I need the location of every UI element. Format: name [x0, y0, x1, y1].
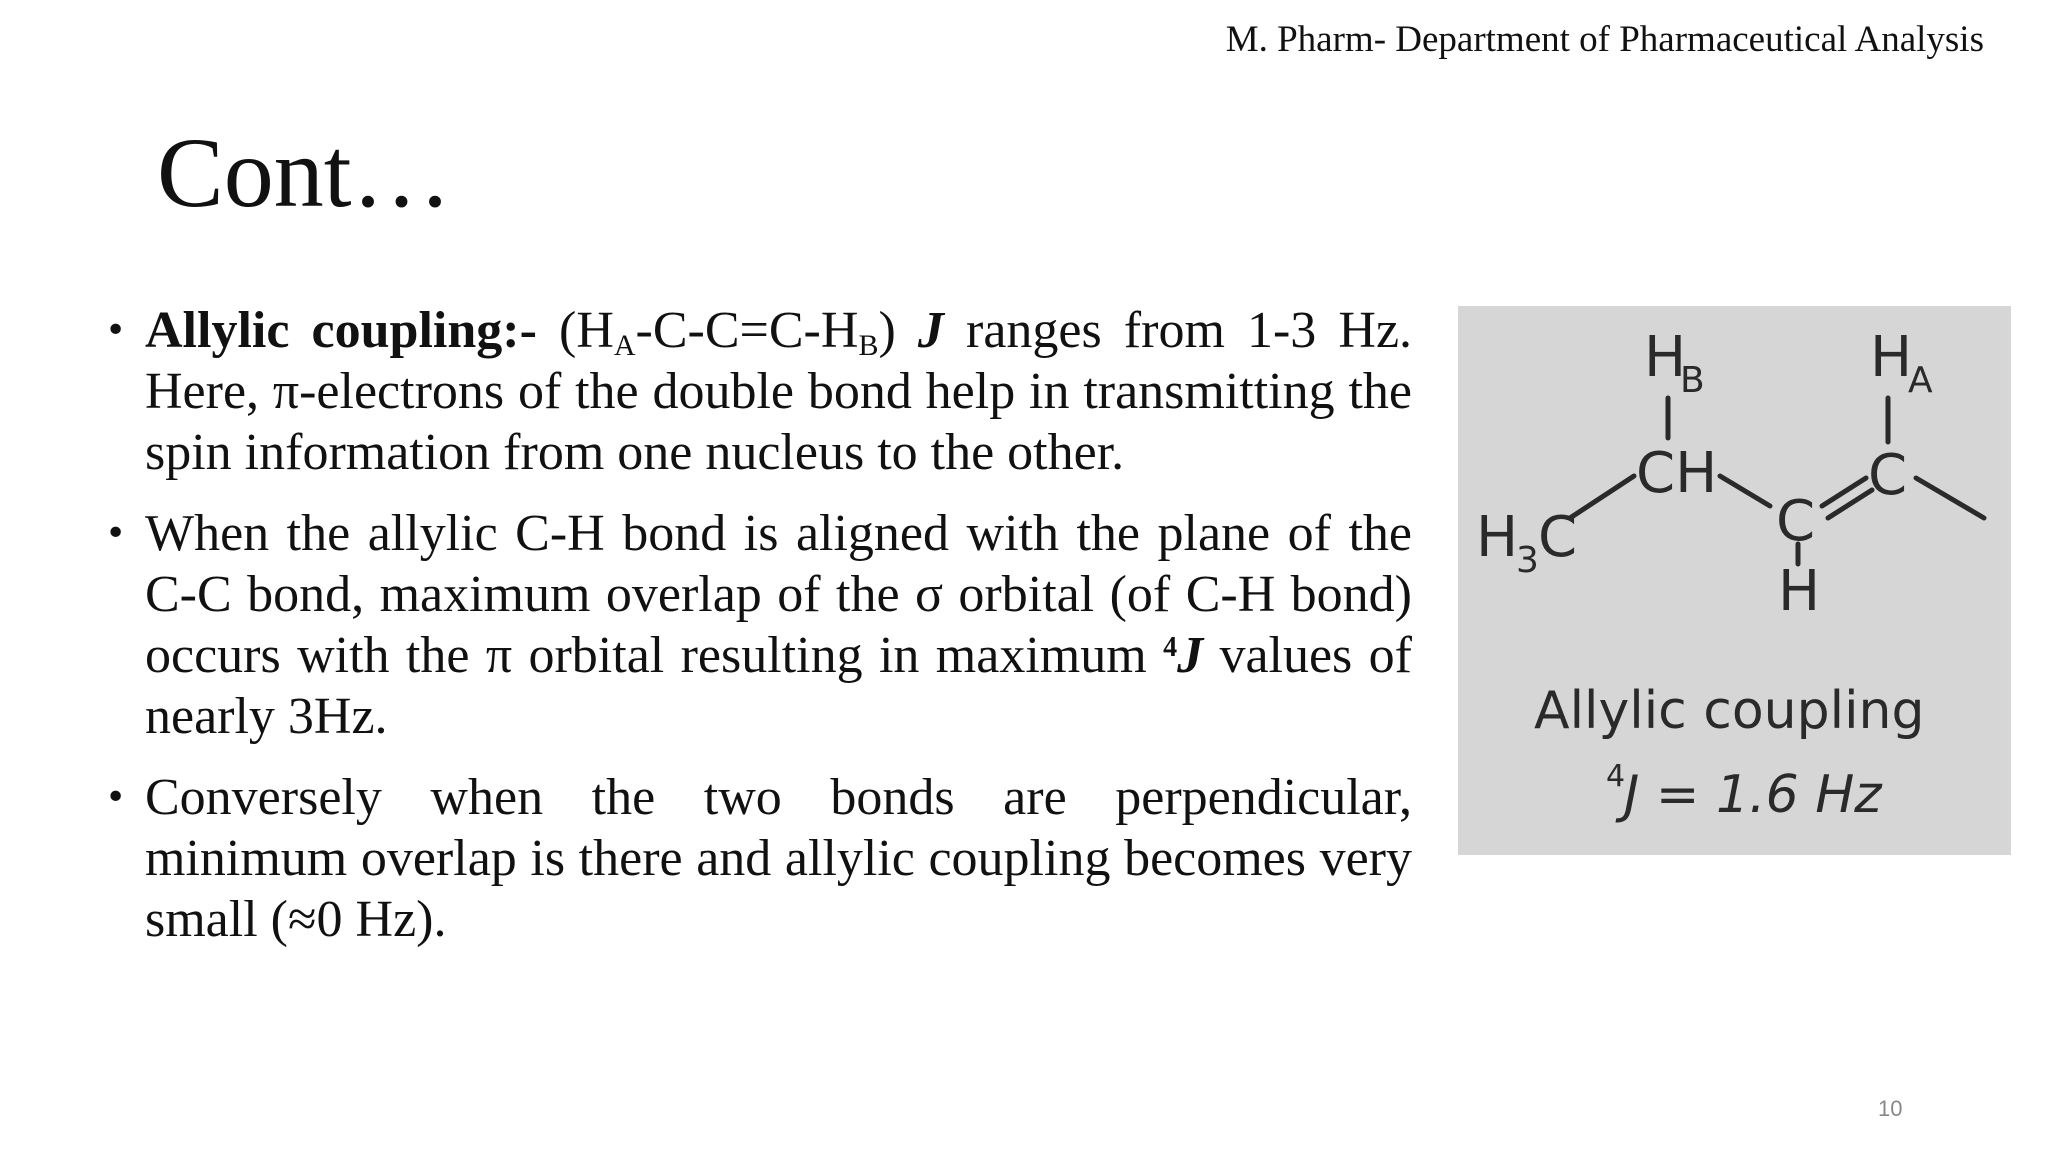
- bullet-dot-icon: •: [105, 777, 127, 818]
- atom-c-middle: C: [1776, 489, 1816, 554]
- double-bond-line-1: [1822, 478, 1866, 506]
- atom-h3c-sub: 3: [1516, 540, 1539, 581]
- bullet-text: ranges from 1-3 Hz. Here, π-electrons of the double bond help in transmitting the spin information from one nucleus to the other.: [145, 302, 1413, 481]
- atom-ha-sub: A: [1908, 360, 1933, 401]
- bullet-text: Conversely when the two bonds are perpendicular, minimum overlap is there and allylic coupling becomes very small (≈0 Hz).: [145, 769, 1412, 948]
- figure-j-sup: 4: [1606, 759, 1626, 794]
- atom-hb: H: [1644, 325, 1687, 390]
- bullet-text: When the allylic C-H bond is aligned with the plane of the C-C bond, maximum overlap of the σ orbital (of C-H bond) occurs with the π orbital resulting in maximum: [145, 505, 1412, 684]
- term-allylic-coupling: Allylic coupling:-: [145, 302, 537, 359]
- slide-title: Cont…: [157, 117, 452, 228]
- page-number: 10: [1878, 1096, 1903, 1121]
- atom-h3c-c: C: [1538, 505, 1578, 570]
- bullet-allylic-coupling: [100, 300, 1412, 483]
- figure-j-value: J = 1.6 Hz: [1624, 765, 1882, 825]
- atom-h-bottom: H: [1778, 559, 1821, 624]
- bullet-dot-icon: •: [105, 310, 127, 351]
- atom-hb-sub: B: [1680, 360, 1705, 401]
- allylic-structure-diagram: [1458, 306, 2011, 855]
- atom-ha: H: [1870, 325, 1913, 390]
- formula: $(H_A-C-C=C-H_B)$: [559, 302, 896, 362]
- double-bond-line-2: [1828, 490, 1872, 518]
- bullet-list: [100, 300, 1412, 970]
- header-department: M. Pharm- Department of Pharmaceutical Analysis: [1225, 19, 1984, 60]
- bullet-dot-icon: •: [105, 513, 127, 554]
- atom-h3c-h: H: [1476, 505, 1519, 570]
- bond-ch-c: [1720, 476, 1770, 506]
- allylic-coupling-figure: [1458, 306, 2011, 855]
- figure-caption: Allylic coupling: [1534, 681, 1925, 741]
- bond-h3c-ch: [1570, 476, 1634, 518]
- superscript-4: 4: [1163, 632, 1178, 663]
- atom-c-right: C: [1868, 443, 1908, 508]
- bullet-text-end: values of nearly 3Hz.: [145, 627, 1412, 745]
- bullet-alignment: [100, 503, 1412, 747]
- bullet-perpendicular: [100, 767, 1412, 950]
- bond-c-methyl: [1916, 478, 1984, 518]
- j-symbol: J: [917, 302, 944, 359]
- atom-ch: CH: [1636, 441, 1718, 506]
- j-symbol: J: [1177, 627, 1204, 684]
